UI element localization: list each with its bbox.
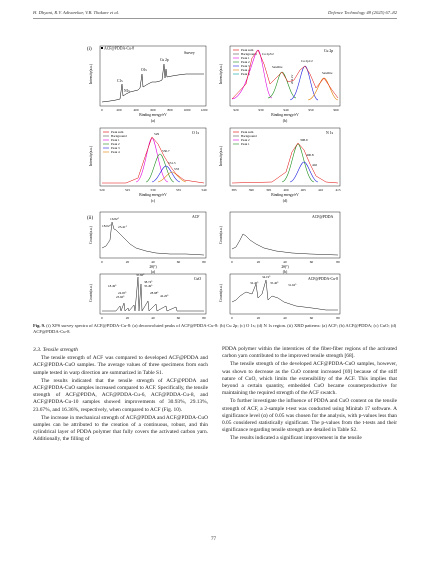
paragraph: The tensile strength of ACF was compared to developed ACF@PDDA and ACF@PDDA-CuO samples. The average values of three specimens from each sample tested in warp direction are summarized in Table S1.: [33, 355, 208, 376]
x-tick-label: 1000: [183, 108, 191, 112]
legend-entry: Background: [241, 52, 257, 56]
panel-c-label: (c): [150, 199, 156, 203]
x-tick-label: 600: [150, 108, 156, 112]
panel-a-ylabel: Intensity(a.u.): [89, 63, 93, 84]
x-tick-label: 920: [233, 108, 239, 112]
legend-entry: Peak 4: [241, 68, 250, 72]
o1s-peak-3: 531.5: [168, 161, 176, 165]
x-tick-label: 0: [231, 260, 233, 264]
xrd-c-peak-1: 35.60°: [136, 273, 145, 277]
panel-b-ylabel: Intensity(a.u.): [219, 63, 223, 84]
x-tick-label: 60: [309, 316, 314, 320]
xrd-a-peak-1: 16.82°: [110, 217, 119, 221]
label-delta: 20.2 eV: [290, 74, 294, 84]
panel-d-xlabel: Binding energy/eV: [271, 193, 299, 197]
xrd-panel-d: [219, 274, 340, 321]
x-tick-label: 20: [125, 260, 130, 264]
x-tick-label: 800: [167, 108, 173, 112]
xps-panel-c: [89, 128, 207, 203]
paragraph: The tensile strength of the developed ACF@PDDA-CuO samples, however, was shown to decrease as the CuO content increased [69] because of the stiff nature of CuO, which limits the extensibility of the ACF. This implies that beyond a certain quantity, embedded CuO became counterproductive for maintaining the required strength of the ACF swatch.: [222, 361, 397, 397]
xrd-d-ylabel: Counts(a.u.): [219, 284, 223, 302]
x-tick-label: 40: [151, 316, 155, 320]
legend-entry: Peak sum: [111, 130, 124, 134]
x-tick-label: 525: [124, 188, 131, 192]
xrd-c-peak-6: 23.60°: [116, 295, 125, 299]
panel-d-ylabel: Intensity(a.u.): [219, 145, 223, 166]
panel-a-survey: Survey: [184, 51, 195, 55]
paragraph: To further investigate the influence of PDDA and CuO content on the tensile strength of ACF, a 2-sample t-test was conducted using Minitab 17 software. A significance level (α) of 0.05 was chosen for the analysis, with p-values less than 0.05 considered statistically significant. The p-values from the t-tests and their significance regarding tensile strength are detailed in Table S2.: [222, 398, 397, 434]
xrd-panel-a: [89, 212, 206, 274]
x-tick-label: 60: [309, 260, 314, 264]
xrd-c-peak-5: 24.95°: [118, 291, 127, 295]
caption-label: Fig. 9.: [33, 323, 46, 328]
x-tick-label: 520: [99, 188, 105, 192]
x-tick-label: 40: [151, 260, 155, 264]
peak-o1s: O1s: [141, 68, 147, 72]
x-tick-label: 0: [101, 108, 103, 112]
legend-entry: Background: [241, 134, 257, 138]
x-tick-label: 950: [308, 108, 314, 112]
x-tick-label: 0: [231, 316, 233, 320]
legend-entry: Peak 4: [111, 150, 120, 154]
x-tick-label: 80: [336, 260, 340, 264]
peak-c1s: C1s: [117, 79, 123, 83]
x-tick-label: 530: [150, 188, 156, 192]
legend-entry: Peak 5: [241, 72, 250, 76]
x-tick-label: 390: [248, 188, 254, 192]
panel-d-label: (d): [282, 199, 288, 203]
legend-entry: Peak sum: [241, 48, 254, 52]
label-cu2p32: Cu 2p3/2: [262, 52, 274, 56]
x-tick-label: 540: [201, 188, 207, 192]
x-tick-label: 410: [318, 188, 324, 192]
legend-entry: Peak 2: [241, 60, 250, 64]
x-tick-label: 385: [231, 188, 237, 192]
peak-n1s: N1s: [124, 89, 130, 93]
panel-a-legend: ACF@PDDA-Cu-8: [104, 46, 135, 51]
xrd-a-title: ACF: [192, 215, 200, 219]
xrd-d-title: ACF@PDDA-Cu-8: [308, 277, 339, 281]
legend-entry: Peak 3: [111, 146, 120, 150]
header-rule: [33, 18, 397, 19]
x-tick-label: 40: [283, 316, 287, 320]
x-tick-label: 200: [116, 108, 122, 112]
legend-entry: Peak 1: [241, 142, 250, 146]
xrd-d-peak-3: 35.40°: [270, 281, 279, 285]
legend-entry: Peak 1: [111, 138, 120, 142]
cu2p32-fit: [232, 50, 272, 99]
xrd-b-title: ACF@PDDA: [312, 215, 334, 219]
xrd-a-ylabel: Counts(a.u.): [89, 226, 93, 244]
figure-9: [86, 44, 344, 321]
x-tick-label: 400: [283, 188, 289, 192]
body-column-left: [33, 347, 208, 445]
o1s-peak-4: 533: [174, 167, 180, 171]
x-tick-label: 400: [133, 108, 139, 112]
survey-spectrum: [102, 64, 204, 102]
xrd-d-peak-2: 32.46°: [250, 281, 259, 285]
paragraph: The results indicated that the tensile strength of ACF@PDDA and ACF@PDDA-CuO samples increased compared to ACF. Specifically, the tensile strength of ACF@PDDA, ACF@PDDA-Cu-6, ACF@PDDA-Cu-8, and ACF@PDDA-Cu-10 samples showed improvements of 30.93%, 29.13%, 23.67%, and 16.36%, respectively, when compared to ACF (Fig. 10).: [33, 377, 208, 413]
x-tick-label: 60: [176, 316, 181, 320]
xrd-c-ylabel: Counts(a.u.): [89, 284, 93, 302]
panel-b-label: (b): [282, 119, 288, 123]
label-satellite-1: Satellite: [272, 65, 283, 69]
xps-panel-a: [89, 46, 208, 123]
panel-c-title: O 1s: [192, 131, 200, 135]
caption-text: (i) XPS survey spectra of ACF@PDDA-Cu-8: (a) deconvoluted peaks of ACF@PDDA-Cu-8: (b) Cu 2p; (c) O 1s; (d) N 1s region. (ii) XRD patterns: (a) ACF; (b) ACF@PDDA; (c) CuO; (d) ACF@PDDA-Cu-8.: [33, 323, 397, 334]
x-tick-label: 20: [125, 316, 130, 320]
page-number: 77: [211, 537, 216, 542]
x-tick-label: 1200: [200, 108, 208, 112]
running-header-journal: Defence Technology 48 (2025) 67–82: [328, 10, 397, 15]
o1s-peak-2: 530.7: [162, 149, 170, 153]
xrd-b-ylabel: Counts(a.u.): [219, 226, 223, 244]
panel-a-label: (a): [150, 119, 156, 123]
panel-c-ylabel: Intensity(a.u.): [89, 145, 93, 166]
panel-c-xlabel: Binding energy/eV: [139, 193, 167, 197]
xrd-a-label: (a): [150, 270, 156, 274]
n1s-peak-sum: [232, 143, 338, 183]
xrd-c-title: CuO: [194, 277, 202, 281]
panel-a-xlabel: Binding energy/eV: [139, 113, 167, 117]
x-tick-label: 415: [335, 188, 341, 192]
xrd-a-xlabel: 2θ(°): [149, 265, 157, 269]
xrd-panel-c: [89, 273, 206, 321]
xps-panel-b: [219, 46, 340, 123]
xrd-d-peak-1: 34.19°: [262, 275, 271, 279]
n1s-peak-1: 398.9: [300, 138, 308, 142]
paragraph: The results indicated a significant improvement in the tensile: [230, 435, 362, 442]
x-tick-label: 20: [256, 260, 261, 264]
x-tick-label: 80: [336, 316, 340, 320]
xrd-c-peak-2: 38.74°: [144, 280, 153, 284]
xrd-b-label: (b): [282, 270, 288, 274]
xrd-b-xlabel: 2θ(°): [281, 265, 289, 269]
xps-panel-d: [219, 128, 341, 203]
x-tick-label: 0: [101, 260, 103, 264]
legend-entry: Peak 3: [241, 64, 250, 68]
legend-entry: Peak 2: [241, 138, 250, 142]
xrd-c-peak-4: 18.49°: [108, 284, 117, 288]
xrd-b-pattern: [232, 234, 338, 255]
x-tick-label: 405: [300, 188, 306, 192]
x-tick-label: 60: [176, 260, 181, 264]
section-title: 3.3. Tensile strength: [33, 347, 78, 353]
legend-entry: Peak 2: [111, 142, 120, 146]
x-tick-label: 80: [202, 260, 206, 264]
body-column-right: [222, 346, 397, 444]
xrd-panel-b: [219, 212, 340, 274]
panel-b-title: Cu 2p: [324, 49, 334, 53]
n1s-peak-2: 400.8: [306, 153, 314, 157]
figure-caption: [33, 323, 397, 335]
x-tick-label: 40: [283, 260, 287, 264]
group-i-label: (i): [87, 47, 92, 52]
label-satellite-2: Satellite: [322, 71, 333, 75]
legend-entry: Peak sum: [241, 130, 254, 134]
x-tick-label: 20: [256, 316, 261, 320]
label-cu2p12: Cu 2p1/2: [301, 59, 313, 63]
xrd-d-pattern: [232, 280, 338, 310]
panel-d-title: N 1s: [326, 131, 334, 135]
x-tick-label: 535: [175, 188, 182, 192]
paragraph: PDDA polymer within the interstices of the fiber-fiber regions of the activated carbon yarn contributed to the improved tensile strength [68].: [222, 346, 397, 360]
legend-entry: Peak 1: [241, 56, 250, 60]
paragraph: The increase in mechanical strength of ACF@PDDA and ACF@PDDA-CuO samples can be attributed to the creation of a continuous, robust, and thin cylindrical layer of PDDA polymer that fully covers the activated carbon yarn. Additionally, the filling of: [33, 414, 208, 443]
group-ii-label: (ii): [87, 216, 94, 221]
xrd-a-peak-3: 25.41°: [118, 225, 127, 229]
x-tick-label: 395: [266, 188, 272, 192]
xrd-c-peak-8: 42.20°: [160, 294, 169, 298]
running-header-authors: H. Dhyani, R.V. Adivarekar, V.B. Thakare et al.: [33, 10, 120, 15]
x-tick-label: 960: [333, 108, 339, 112]
x-tick-label: 0: [101, 316, 103, 320]
peak-cu2p: Cu 2p: [160, 58, 169, 62]
xrd-a-peak-2: 18.02°: [102, 224, 111, 228]
x-tick-label: 930: [258, 108, 264, 112]
xrd-d-peak-4: 31.62°: [288, 283, 297, 287]
x-tick-label: 940: [283, 108, 289, 112]
panel-b-xlabel: Binding energy/eV: [271, 113, 299, 117]
xrd-c-peak-7: 28.98°: [150, 291, 159, 295]
n1s-peak-3: 402: [312, 163, 318, 167]
legend-entry: Background: [111, 134, 127, 138]
xrd-c-peak-3: 35.49°: [144, 284, 153, 288]
o1s-peak-1: 529: [154, 132, 160, 136]
x-tick-label: 80: [202, 316, 206, 320]
